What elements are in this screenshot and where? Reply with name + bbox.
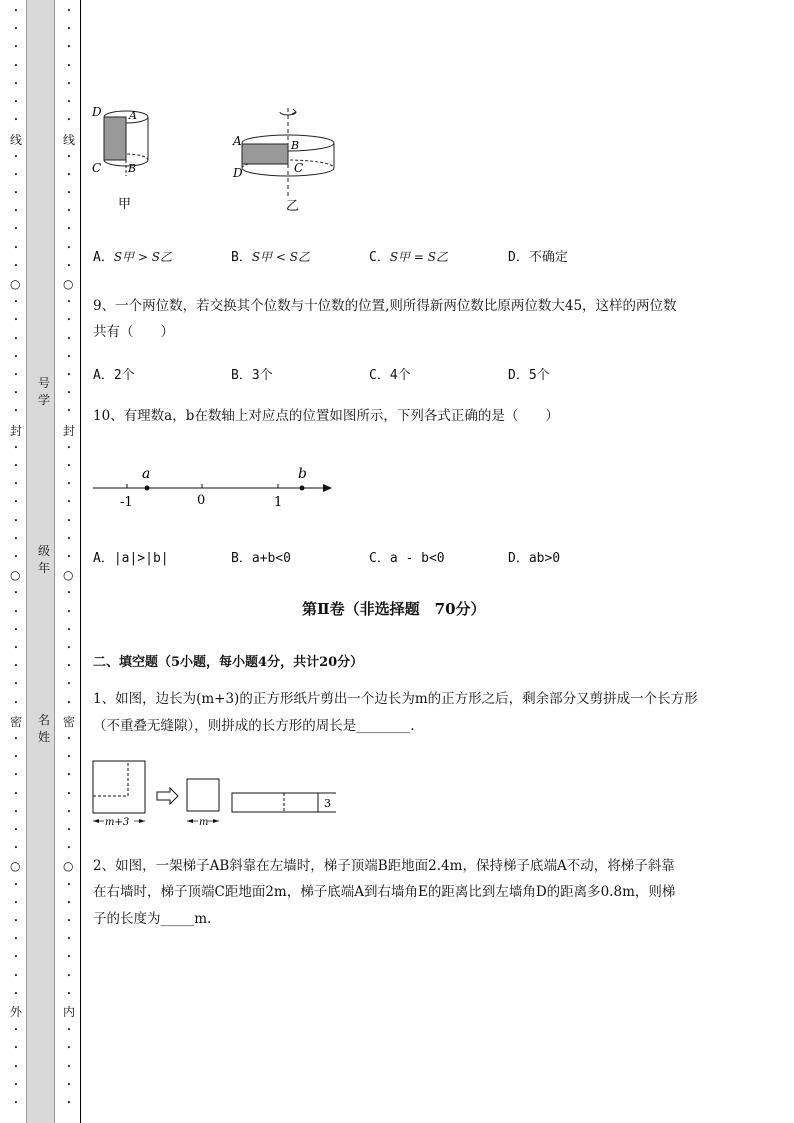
dot-mark: • xyxy=(66,880,72,889)
dot-mark: • xyxy=(66,698,72,707)
dot-mark: • xyxy=(66,225,72,234)
dot-mark: • xyxy=(13,553,19,561)
field-student-number: 号学 xyxy=(38,376,51,407)
q10-option-b[interactable]: B．a+b<0 xyxy=(231,551,291,566)
jia-label-b: B xyxy=(128,162,137,175)
dot-mark: • xyxy=(66,152,72,161)
dot-mark: • xyxy=(66,589,72,598)
dot-mark: • xyxy=(66,844,72,853)
dot-mark: • xyxy=(13,334,19,343)
q9-stem-line1: 9、一个两位数，若交换其个位数与十位数的位置,则所得新两位数比原两位数大45，这样的两位数 xyxy=(93,298,677,314)
fill2-stem-line3: 子的长度为_____m. xyxy=(93,911,212,927)
dot-mark: • xyxy=(13,789,19,798)
dot-mark: • xyxy=(13,389,19,398)
q8-option-a[interactable] xyxy=(93,251,172,264)
dot-mark: • xyxy=(66,607,72,616)
dot-mark: • xyxy=(13,98,19,106)
dot-mark: • xyxy=(66,43,72,52)
dot-mark: • xyxy=(66,680,72,689)
q9-options xyxy=(93,369,693,387)
q10-option-a[interactable]: A．|a|>|b| xyxy=(93,551,169,566)
dot-mark: • xyxy=(13,607,19,616)
dot-mark: • xyxy=(13,443,19,452)
fill2-stem-line2: 在右墙时，梯子顶端C距地面2m，梯子底端A到右墙角E的距离比到左墙角D的距离多0.8m，则梯 xyxy=(93,884,676,900)
inner-mark-feng: 封 xyxy=(63,424,76,438)
dot-mark: • xyxy=(66,61,72,70)
label-a: a xyxy=(142,466,151,482)
dot-mark: • xyxy=(13,225,19,234)
jia-caption: 甲 xyxy=(118,197,132,212)
dot-mark: • xyxy=(66,189,72,197)
dot-mark: • xyxy=(13,462,19,470)
outer-mark-mi: 密 xyxy=(10,715,23,729)
tick-label-1: 1 xyxy=(274,495,283,510)
tick-label-neg1: -1 xyxy=(120,495,133,510)
option-letter: D． xyxy=(508,250,529,265)
option-text: S甲 = S乙 xyxy=(389,250,448,264)
part2-title: 第Ⅱ卷（非选择题 70分） xyxy=(302,600,486,618)
dot-mark: • xyxy=(66,826,72,834)
dot-mark: • xyxy=(66,243,72,252)
dot-mark: • xyxy=(13,498,19,507)
q10-option-c[interactable]: C．a - b<0 xyxy=(369,551,445,566)
dot-mark: • xyxy=(13,662,19,671)
dot-mark: • xyxy=(66,316,72,325)
dot-mark: • xyxy=(66,789,72,798)
dot-mark: • xyxy=(66,25,72,34)
yi-label-a: A xyxy=(233,134,242,148)
dot-mark: • xyxy=(13,516,19,525)
figure-jia xyxy=(91,105,148,212)
dot-mark: • xyxy=(66,261,72,270)
field-name: 名姓 xyxy=(38,713,51,744)
q9-option-d[interactable]: D．5个 xyxy=(508,368,550,383)
dot-mark: • xyxy=(66,898,72,907)
dot-mark: • xyxy=(13,152,19,161)
dot-mark: • xyxy=(13,1062,19,1071)
dot-mark: • xyxy=(13,844,19,853)
dot-mark: • xyxy=(66,98,72,106)
q9-option-b[interactable]: B．3个 xyxy=(231,368,273,383)
dot-mark: • xyxy=(13,25,19,34)
inner-ring-3: ○ xyxy=(63,859,74,873)
dot-mark: • xyxy=(13,61,19,70)
dot-mark: • xyxy=(66,462,72,470)
q8-options xyxy=(93,251,693,269)
dot-mark: • xyxy=(66,498,72,507)
outer-ring-2: ○ xyxy=(10,568,21,582)
binding-margin xyxy=(0,0,82,1123)
dot-mark: • xyxy=(13,625,19,634)
point-b xyxy=(300,486,305,491)
dot-mark: • xyxy=(66,644,72,652)
inner-ring-2: ○ xyxy=(63,568,74,582)
dot-mark: • xyxy=(66,735,72,743)
margin-border-line xyxy=(80,0,81,1123)
dot-mark: • xyxy=(13,680,19,689)
dot-mark: • xyxy=(66,352,72,361)
dot-mark: • xyxy=(13,243,19,252)
dot-mark: • xyxy=(13,371,19,379)
inner-mark-nei: 内 xyxy=(63,1005,76,1019)
outer-mark-wai: 外 xyxy=(10,1005,23,1019)
dot-mark: • xyxy=(13,753,19,762)
label-3: 3 xyxy=(324,797,331,810)
q9-option-c[interactable]: C．4个 xyxy=(369,368,411,383)
point-a xyxy=(145,486,150,491)
yi-label-b: B xyxy=(291,139,300,152)
q10-options xyxy=(93,552,693,570)
dot-mark: • xyxy=(13,771,19,780)
label-m-plus-3: m+3 xyxy=(105,817,130,828)
dot-mark: • xyxy=(13,971,19,980)
q8-cylinder-figures xyxy=(88,100,358,220)
q10-option-d[interactable]: D．ab>0 xyxy=(508,551,561,566)
label-m: m xyxy=(199,817,209,828)
section-fill-in-title: 二、填空题（5小题，每小题4分，共计20分） xyxy=(93,655,364,670)
fill2-stem-line1: 2、如图，一架梯子AB斜靠在左墙时，梯子顶端B距地面2.4m，保持梯子底端A不动，将梯子斜靠 xyxy=(93,858,675,874)
option-letter: C． xyxy=(369,250,390,265)
dot-mark: • xyxy=(66,771,72,780)
dot-mark: • xyxy=(13,935,19,944)
q10-stem: 10、有理数a，b在数轴上对应点的位置如图所示，下列各式正确的是（ ） xyxy=(93,408,559,424)
jia-label-c: C xyxy=(92,161,102,175)
dot-mark: • xyxy=(13,1080,19,1089)
dot-mark: • xyxy=(66,1080,72,1089)
outer-mark-feng: 封 xyxy=(10,424,23,438)
q8-option-d[interactable] xyxy=(508,251,568,264)
fill1-figure xyxy=(90,758,350,834)
field-grade: 级年 xyxy=(38,544,51,575)
dot-mark: • xyxy=(66,334,72,343)
q9-stem-line2: 共有（ ） xyxy=(93,324,174,340)
dot-mark: • xyxy=(66,971,72,980)
dot-mark: • xyxy=(13,316,19,325)
dot-mark: • xyxy=(66,389,72,398)
dot-mark: • xyxy=(66,807,72,816)
dot-mark: • xyxy=(66,953,72,962)
dot-mark: • xyxy=(13,989,19,998)
dot-mark: • xyxy=(13,189,19,197)
dot-mark: • xyxy=(66,917,72,925)
dot-mark: • xyxy=(13,534,19,543)
dot-mark: • xyxy=(13,298,19,307)
dot-mark: • xyxy=(66,116,72,125)
dot-mark: • xyxy=(13,7,19,15)
inner-mark-mi: 密 xyxy=(63,715,76,729)
q10-number-line xyxy=(90,462,340,512)
dot-mark: • xyxy=(66,662,72,671)
dot-mark: • xyxy=(13,698,19,707)
q8-option-c[interactable] xyxy=(369,251,448,264)
yi-caption: 乙 xyxy=(286,199,300,214)
dot-mark: • xyxy=(66,1062,72,1071)
option-letter: A． xyxy=(93,250,114,265)
dot-mark: • xyxy=(66,1099,72,1107)
jia-label-d: D xyxy=(92,105,102,119)
dot-mark: • xyxy=(66,1044,72,1053)
dot-mark: • xyxy=(66,1026,72,1035)
dot-mark: • xyxy=(13,352,19,361)
dot-mark: • xyxy=(66,298,72,307)
outer-ring-3: ○ xyxy=(10,859,21,873)
dot-mark: • xyxy=(66,7,72,15)
dot-mark: • xyxy=(13,880,19,889)
dot-mark: • xyxy=(13,953,19,962)
option-letter: B． xyxy=(231,250,252,265)
dot-mark: • xyxy=(13,735,19,743)
dot-mark: • xyxy=(13,116,19,125)
dot-mark: • xyxy=(66,170,72,179)
dot-mark: • xyxy=(66,989,72,998)
dot-mark: • xyxy=(66,935,72,944)
dot-mark: • xyxy=(13,917,19,925)
dot-mark: • xyxy=(13,589,19,598)
q9-option-a[interactable]: A．2个 xyxy=(93,368,135,383)
dot-mark: • xyxy=(13,43,19,52)
dot-mark: • xyxy=(13,207,19,216)
dot-mark: • xyxy=(13,170,19,179)
yi-label-c: C xyxy=(294,161,304,175)
jia-label-a: A xyxy=(129,109,137,122)
dot-mark: • xyxy=(66,407,72,416)
outer-ring-1: ○ xyxy=(10,277,21,291)
dot-mark: • xyxy=(66,207,72,216)
dot-mark: • xyxy=(13,1044,19,1053)
option-text: S甲 > S乙 xyxy=(113,250,172,264)
dot-mark: • xyxy=(13,644,19,652)
fill1-stem-line2: （不重叠无缝隙），则拼成的长方形的周长是________. xyxy=(93,718,415,734)
figure-yi xyxy=(232,108,334,214)
dot-mark: • xyxy=(13,1099,19,1107)
inner-mark-xian: 线 xyxy=(63,133,76,147)
dot-mark: • xyxy=(66,79,72,88)
dot-mark: • xyxy=(13,407,19,416)
dot-mark: • xyxy=(13,807,19,816)
dot-mark: • xyxy=(66,371,72,379)
transform-arrow-icon xyxy=(157,788,178,804)
dot-mark: • xyxy=(66,753,72,762)
option-text: 不确定 xyxy=(528,250,568,265)
dot-mark: • xyxy=(66,480,72,489)
option-text: S甲 < S乙 xyxy=(251,250,310,264)
dot-mark: • xyxy=(13,261,19,270)
label-b: b xyxy=(298,466,307,482)
dot-mark: • xyxy=(66,443,72,452)
dot-mark: • xyxy=(66,553,72,561)
dot-mark: • xyxy=(13,898,19,907)
dot-mark: • xyxy=(13,79,19,88)
dot-mark: • xyxy=(13,480,19,489)
outer-mark-xian: 线 xyxy=(10,133,23,147)
fill1-stem-line1: 1、如图，边长为(m+3)的正方形纸片剪出一个边长为m的正方形之后，剩余部分又剪拼成一个长方形 xyxy=(93,691,698,707)
tick-label-0: 0 xyxy=(197,493,206,508)
yi-label-d: D xyxy=(233,166,243,180)
dot-mark: • xyxy=(66,534,72,543)
dot-mark: • xyxy=(66,625,72,634)
dot-mark: • xyxy=(13,1026,19,1035)
q8-option-b[interactable] xyxy=(231,251,310,264)
inner-ring-1: ○ xyxy=(63,277,74,291)
dot-mark: • xyxy=(13,826,19,834)
dot-mark: • xyxy=(66,516,72,525)
